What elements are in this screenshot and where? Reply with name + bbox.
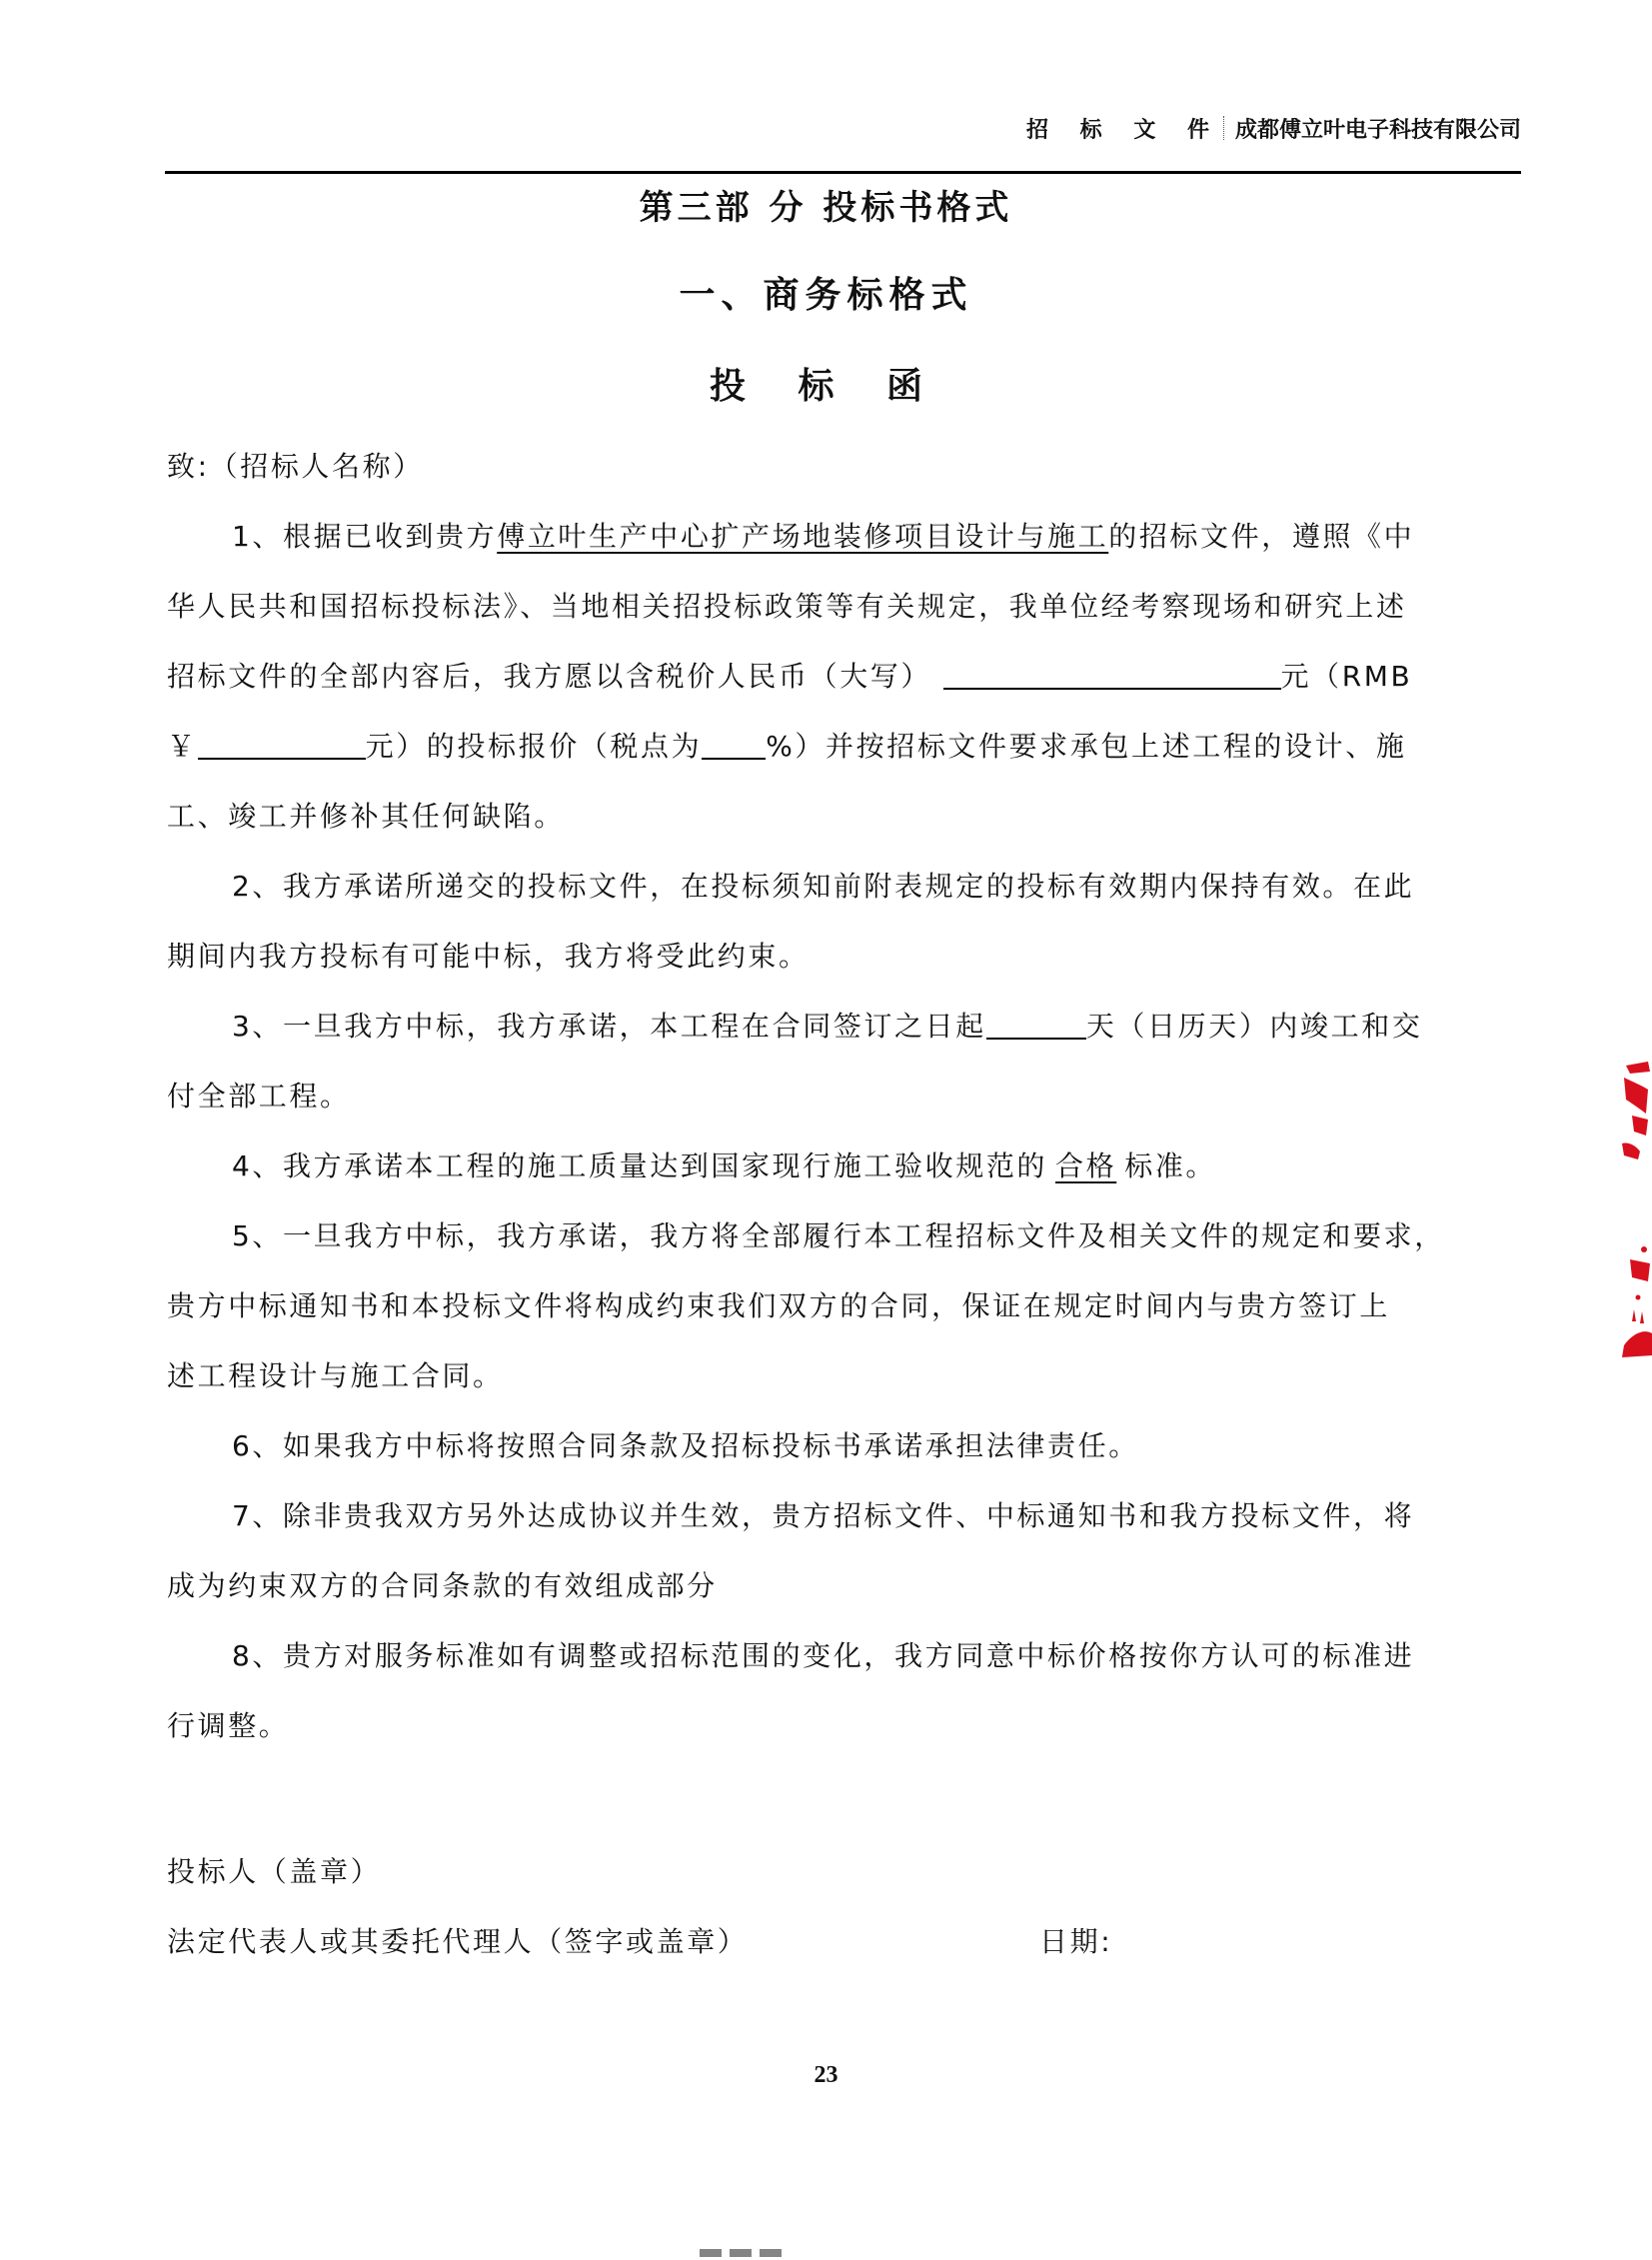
- clause-3-line-2: 付全部工程。: [167, 1080, 351, 1113]
- header-company: 成都傅立叶电子科技有限公司: [1234, 117, 1521, 143]
- project-name: 傅立叶生产中心扩产场地装修项目设计与施工: [497, 520, 1109, 553]
- clause-1-text: 招标文件的全部内容后，我方愿以含税价人民币（大写）: [167, 660, 932, 693]
- clause-1-line-1: [167, 517, 1511, 557]
- amount-words-blank[interactable]: [943, 658, 1281, 690]
- header-rule: [165, 171, 1521, 174]
- representative-signature-label: 法定代表人或其委托代理人（签字或盖章）: [167, 1925, 749, 1958]
- clause-3-line-1: [167, 1007, 1511, 1047]
- tax-rate-blank[interactable]: [702, 728, 766, 760]
- clause-4-text: 4、我方承诺本工程的施工质量达到国家现行施工验收规范的: [232, 1149, 1048, 1182]
- clause-3-text: 天（日历天）内竣工和交: [1085, 1010, 1423, 1043]
- duration-days-blank[interactable]: [986, 1008, 1086, 1040]
- clause-4-line-1: [167, 1146, 1511, 1186]
- date-label: 日期:: [1039, 1925, 1113, 1958]
- clause-1-line-5: 工、竣工并修补其任何缺陷。: [167, 800, 565, 833]
- clause-1-line-3: [167, 657, 1511, 697]
- clause-7-line-1: 7、除非贵我双方另外达成协议并生效，贵方招标文件、中标通知书和我方投标文件，将: [232, 1499, 1415, 1532]
- quality-standard-value: 合格: [1055, 1149, 1117, 1182]
- clause-5-line-1: 5、一旦我方中标，我方承诺，我方将全部履行本工程招标文件及相关文件的规定和要求，: [232, 1219, 1445, 1252]
- header-separator: [1223, 116, 1225, 140]
- clause-1-text: 1、根据已收到贵方: [232, 520, 498, 553]
- clause-1-line-2: 华人民共和国招标投标法》、当地相关招投标政策等有关规定，我单位经考察现场和研究上述: [167, 590, 1407, 623]
- next-page-bleed-fragment: [700, 2249, 790, 2257]
- amount-figures-blank[interactable]: [198, 728, 366, 760]
- clause-3-text: 3、一旦我方中标，我方承诺，本工程在合同签订之日起: [232, 1010, 986, 1043]
- red-seal-stamp-icon: [1618, 1060, 1652, 1379]
- clause-1-text: 元（RMB: [1280, 660, 1413, 693]
- yuan-symbol: ￥: [167, 730, 198, 763]
- clause-1-text: 的招标文件，遵照《中: [1108, 520, 1415, 553]
- clause-2-line-1: 2、我方承诺所递交的投标文件，在投标须知前附表规定的投标有效期内保持有效。在此: [232, 870, 1415, 903]
- clause-1-line-4: [167, 727, 1511, 767]
- clause-7-line-2: 成为约束双方的合同条款的有效组成部分: [167, 1569, 718, 1602]
- clause-4-text: 标准。: [1124, 1149, 1217, 1182]
- clause-8-line-2: 行调整。: [167, 1709, 290, 1742]
- header-doc-type: 招 标 文 件: [1026, 117, 1221, 143]
- letter-title: 投 标 函: [709, 366, 943, 407]
- salutation: 致:（招标人名称）: [167, 450, 424, 483]
- clause-1-text: %）并按招标文件要求承包上述工程的设计、施: [766, 730, 1407, 763]
- page-number: 23: [814, 2062, 838, 2088]
- part-title: 第三部 分 投标书格式: [639, 188, 1013, 228]
- clause-2-line-2: 期间内我方投标有可能中标，我方将受此约束。: [167, 940, 810, 973]
- clause-5-line-3: 述工程设计与施工合同。: [167, 1359, 504, 1392]
- clause-8-line-1: 8、贵方对服务标准如有调整或招标范围的变化，我方同意中标价格按你方认可的标准进: [232, 1639, 1415, 1672]
- running-header: [165, 108, 1521, 148]
- section-title: 一、商务标格式: [679, 275, 973, 316]
- clause-5-line-2: 贵方中标通知书和本投标文件将构成约束我们双方的合同，保证在规定时间内与贵方签订上: [167, 1289, 1391, 1322]
- bidder-seal-label: 投标人（盖章）: [167, 1855, 382, 1888]
- clause-1-text: 元）的投标报价（税点为: [365, 730, 703, 763]
- clause-6-line-1: 6、如果我方中标将按照合同条款及招标投标书承诺承担法律责任。: [232, 1429, 1139, 1462]
